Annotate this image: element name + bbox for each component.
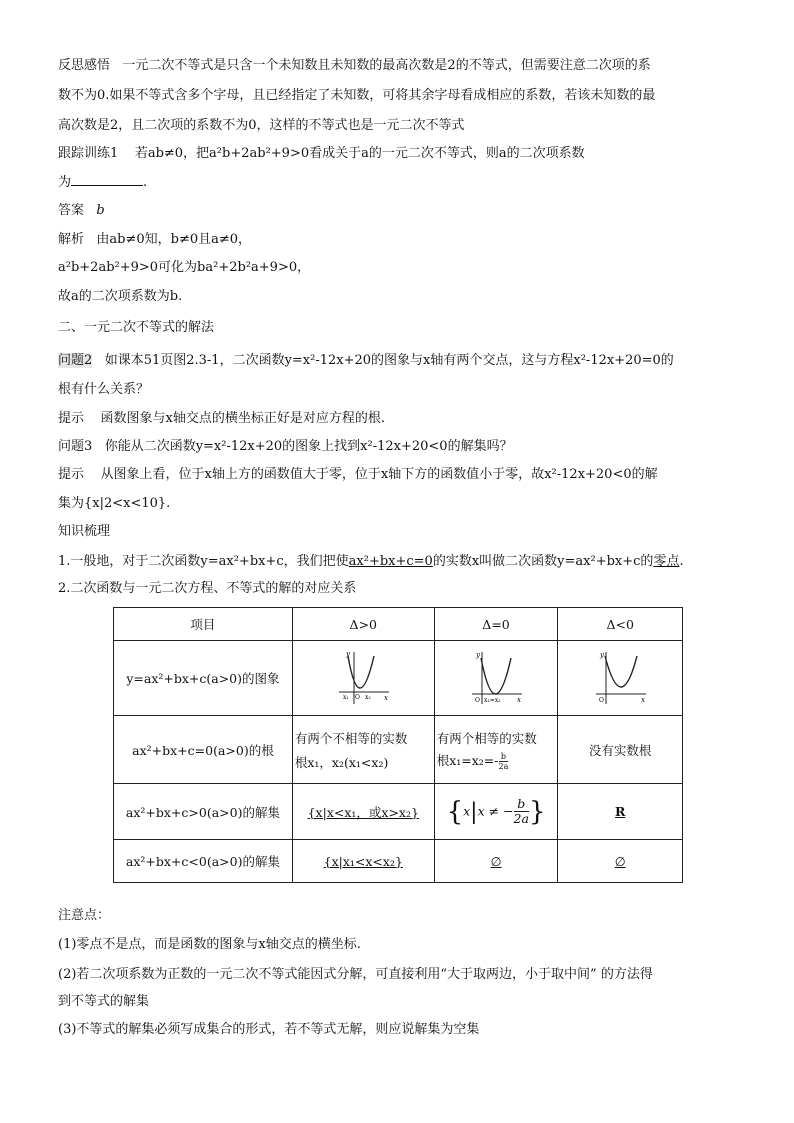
- gt-two: [292, 784, 434, 840]
- roots-one-l2: [437, 751, 556, 771]
- graph1-x2: x₂: [365, 694, 372, 701]
- p1-e: .: [679, 554, 684, 569]
- graph-cell-2: [434, 641, 558, 716]
- header-delta-zero: Δ=0: [434, 608, 558, 641]
- graph3-y: y: [600, 651, 605, 659]
- graph1-x: x: [384, 694, 389, 702]
- exercise-line-1: [58, 145, 585, 163]
- p1-b: ax²+bx+c=0: [348, 554, 433, 569]
- row-label-roots: ax²+bx+c=0(a>0)的根: [114, 716, 293, 784]
- hint3-label: 提示: [58, 467, 85, 482]
- analysis-line-2: a²b+2ab²+9>0可化为ba²+2b²a+9>0，: [58, 260, 311, 275]
- row-label-graph: y=ax²+bx+c(a>0)的图象: [114, 641, 293, 716]
- lt-none: [558, 840, 683, 883]
- parabola-one-root-graph: [467, 648, 525, 708]
- knowledge-title: 知识梳理: [58, 524, 111, 539]
- exercise-line-2: 为 .: [58, 175, 148, 190]
- reflect-line-2: 数不为0.如果不等式含多个字母，且已经指定了未知数，可将其余字母看成相应的系数，若该未知数的最: [58, 88, 656, 103]
- note-1: (1)零点不是点，而是函数的图象与x轴交点的横坐标.: [58, 937, 361, 952]
- graph2-o: O: [475, 697, 480, 704]
- graph2-x1x2: x₁=x₂: [484, 697, 501, 704]
- answer-blank[interactable]: [71, 173, 143, 186]
- bar: |: [470, 799, 478, 824]
- roots-none: 没有实数根: [558, 716, 683, 784]
- row-label-lt: ax²+bx+c<0(a>0)的解集: [114, 840, 293, 883]
- graph3-o: O: [599, 697, 605, 704]
- gt-one-x: x: [463, 803, 471, 818]
- answer-line: [58, 202, 105, 220]
- knowledge-p2: 2.二次函数与一元二次方程、不等式的解的对应关系: [58, 581, 357, 596]
- graph-cell-1: [292, 641, 434, 716]
- graph2-y: y: [476, 651, 480, 659]
- exercise-label: 跟踪训练1: [58, 146, 119, 161]
- graph1-x1: x₁: [343, 694, 350, 701]
- roots-one: [434, 716, 558, 784]
- roots-two-l1: 有两个不相等的实数: [294, 730, 408, 746]
- frac-num: b: [499, 752, 509, 762]
- analysis-label: 解析: [58, 232, 85, 247]
- table-row: [114, 784, 683, 840]
- reflect-line-1: [58, 57, 651, 75]
- answer-value: b: [96, 203, 105, 218]
- reflect-line-3: 高次数是2，且二次项的系数不为0，这样的不等式也是一元二次不等式: [58, 118, 465, 133]
- gt-frac-den: 2a: [513, 811, 529, 826]
- table-header-row: [114, 608, 683, 641]
- analysis-line-1: [58, 231, 251, 249]
- q2-line-1: [58, 352, 674, 370]
- gt-one: [434, 784, 558, 840]
- frac-den: 2a: [498, 761, 509, 771]
- hint2-line: [58, 410, 385, 428]
- roots-one-l1: 有两个相等的实数: [436, 730, 537, 746]
- reflect-text-1: 一元二次不等式是只含一个未知数且未知数的最高次数是2的不等式，但需要注意二次项的系: [122, 58, 651, 73]
- parabola-two-roots-graph: [334, 648, 392, 708]
- q3-label: 问题3: [58, 439, 93, 454]
- lt-none-set: ∅: [614, 853, 626, 869]
- analysis-text-1: 由ab≠0知，b≠0且a≠0，: [96, 232, 252, 247]
- roots-two-l2: 根x₁，x₂(x₁<x₂): [294, 754, 389, 770]
- note-2-line-2: 到不等式的解集: [58, 994, 150, 1009]
- roots-two: [292, 716, 434, 784]
- hint3-line-1: [58, 466, 658, 484]
- header-delta-pos: Δ>0: [292, 608, 434, 641]
- gt-two-set: {x|x<x₁，或x>x₂}: [307, 804, 419, 820]
- knowledge-p1: [58, 553, 684, 571]
- graph1-o: O: [355, 694, 361, 701]
- gt-frac-num: b: [514, 797, 529, 812]
- gt-none: [558, 784, 683, 840]
- gt-one-frac: [514, 797, 529, 826]
- graph2-x: x: [517, 696, 521, 704]
- parabola-no-root-graph: [591, 648, 649, 708]
- brace-right: }: [528, 796, 546, 827]
- roots-one-prefix: 根x₁=x₂=-: [436, 752, 499, 768]
- p1-c: 的实数x叫做二次函数y=ax²+bx+c的: [432, 554, 654, 569]
- graph1-y: y: [346, 650, 351, 658]
- answer-label: 答案: [58, 203, 85, 218]
- hint3-line-2: 集为{x|2<x<10}.: [58, 496, 171, 511]
- gt-none-set: R: [614, 804, 626, 819]
- row-label-gt: ax²+bx+c>0(a>0)的解集: [114, 784, 293, 840]
- note-3: (3)不等式的解集必须写成集合的形式，若不等式无解，则应说解集为空集: [58, 1022, 480, 1037]
- gt-one-mid: x ≠ −: [477, 803, 514, 818]
- graph-cell-3: [558, 641, 683, 716]
- note-2-line-1: (2)若二次项系数为正数的一元二次不等式能因式分解，可直接利用“大于取两边，小于取中间” 的方法得: [58, 967, 653, 982]
- graph3-x: x: [641, 696, 646, 704]
- table-row: [114, 716, 683, 784]
- q3-line: [58, 438, 513, 456]
- p1-d: 零点: [653, 554, 680, 569]
- brace-left: {: [446, 796, 464, 827]
- header-item: 项目: [114, 608, 293, 641]
- exercise-text: 若ab≠0，把a²b+2ab²+9>0看成关于a的一元二次不等式，则a的二次项系数: [134, 146, 585, 161]
- analysis-line-3: 故a的二次项系数为b.: [58, 289, 183, 304]
- reflect-label: 反思感悟: [58, 58, 111, 73]
- table-row: [114, 840, 683, 883]
- roots-one-frac: [499, 752, 509, 771]
- section-title: 二、一元二次不等式的解法: [58, 320, 215, 335]
- q3-text: 你能从二次函数y=x²-12x+20的图象上找到x²-12x+20<0的解集吗？: [104, 439, 513, 454]
- lt-two-set: {x|x₁<x<x₂}: [323, 853, 403, 869]
- hint2-text: 函数图象与x轴交点的横坐标正好是对应方程的根.: [100, 411, 386, 426]
- header-delta-neg: Δ<0: [558, 608, 683, 641]
- hint2-label: 提示: [58, 411, 85, 426]
- relation-table: [113, 607, 683, 883]
- q2-line-2: 根有什么关系？: [58, 382, 150, 397]
- exercise-prefix: 为: [58, 175, 72, 190]
- q2-text: 如课本51页图2.3-1，二次函数y=x²-12x+20的图象与x轴有两个交点，这与方程x²-12x+20=0的: [104, 353, 674, 368]
- q2-label: 问题2: [58, 353, 93, 368]
- table-row: [114, 641, 683, 716]
- lt-one: [434, 840, 558, 883]
- lt-two: [292, 840, 434, 883]
- notes-title: 注意点：: [58, 908, 111, 923]
- lt-one-set: ∅: [490, 853, 502, 869]
- hint3-text: 从图象上看，位于x轴上方的函数值大于零，位于x轴下方的函数值小于零，故x²-12x+20<0的解: [100, 467, 658, 482]
- p1-a: 1.一般地，对于二次函数y=ax²+bx+c，我们把使: [58, 554, 349, 569]
